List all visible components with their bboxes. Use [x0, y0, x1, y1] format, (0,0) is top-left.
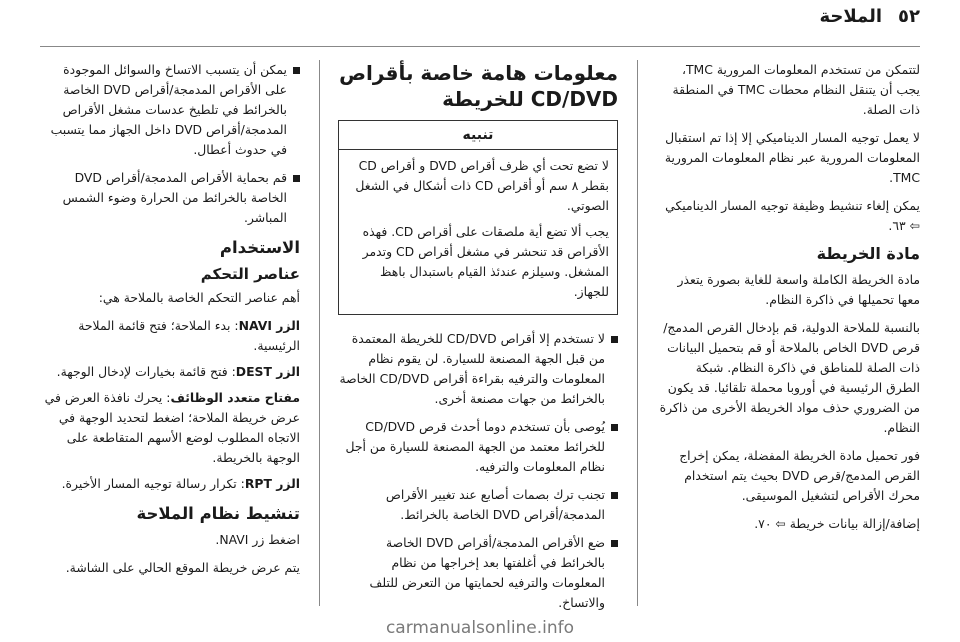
page-header	[0, 0, 960, 48]
column-divider-1	[637, 60, 638, 606]
map-data-heading: مادة الخريطة	[816, 244, 920, 263]
dest-key-label: الزر DEST	[235, 364, 300, 379]
notice-paragraph-1: لا تضع تحت أي ظرف أقراص DVD و أقراص CD بقطر ٨ سم أو أقراص CD ذات أشكال في الشغل الصوتي.	[355, 158, 609, 213]
navi-key-item	[38, 316, 300, 356]
map-data-paragraph-2: بالنسبة للملاحة الدولية، قم بإدخال القرص المدمج/ قرص DVD الخاص بالملاحة أو قم بتحميل البيانات ذات الصلة للمناطق في ذاكرة النظام. شبكة الطرق الرئيسية في أوروبا محملة تلقائيا. قد يكون من الضروري حذف مواد الخريطة الأخرى من ذاكرة النظام.	[659, 320, 920, 435]
map-data-paragraph-3: فور تحميل مادة الخريطة المفضلة، يمكن إخراج القرص المدمج/قرص DVD بحيث يتم استخدام محرك الأقراص لتشغيل الموسيقى.	[679, 448, 920, 503]
bullet-square-icon	[611, 492, 618, 499]
map-data-paragraph-1: مادة الخريطة الكاملة واسعة للغاية بصورة يتعذر معها تحميلها في ذاكرة النظام.	[677, 272, 920, 307]
left-column	[38, 60, 300, 606]
dest-key-item	[38, 362, 300, 382]
map-display-paragraph: يتم عرض خريطة الموقع الحالي على الشاشة.	[65, 560, 300, 575]
bullet-item	[38, 168, 300, 228]
bullet-text: قم بحماية الأقراص المدمجة/أقراص DVD الخاصة بالخرائط من الحرارة وضوء الشمس المباشر.	[62, 170, 287, 225]
navi-key-desc: : بدء الملاحة؛ فتح قائمة الملاحة الرئيسية.	[78, 318, 300, 353]
bullet-text: يمكن أن يتسبب الاتساخ والسوائل الموجودة على الأقراص المدمجة/أقراص DVD الخاصة بالخرائط في تلطيخ عدسات مشغل الأقراص المدمجة/أقراص DVD داخل الجهاز مما يتسبب في حدوث أعطال.	[50, 62, 287, 157]
cd-dvd-heading: معلومات هامة خاصة بأقراص CD/DVD للخريطة	[339, 61, 618, 111]
middle-column	[338, 60, 618, 610]
right-column	[658, 60, 920, 606]
bullet-text: ضع الأقراص المدمجة/أقراص DVD الخاصة بالخرائط في أغلفتها بعد إخراجها من نظام المعلومات والترفيه لحمايتها من التعرض للتلف والاتساخ.	[369, 535, 605, 610]
dynamic-routing-paragraph: لا يعمل توجيه المسار الديناميكي إلا إذا تم استقبال المعلومات المرورية عبر نظام المعلومات المرورية TMC.	[664, 130, 920, 185]
bullet-item	[338, 329, 618, 409]
bullet-item	[338, 417, 618, 477]
usage-heading: الاستخدام	[219, 238, 300, 257]
notice-title: تنبيه	[339, 121, 617, 150]
rpt-key-item	[38, 474, 300, 494]
page-number: ٥٢	[898, 6, 920, 27]
notice-box	[338, 120, 618, 315]
knob-desc: : يحرك نافذة العرض في عرض خريطة الملاحة؛ اضغط لتحديد الوجهة في الاتجاه المطلوب لوضع الأسهم المتقاطعة على الوجهة بالخريطة.	[44, 390, 300, 465]
activate-nav-heading: تنشيط نظام الملاحة	[136, 504, 300, 523]
tmc-paragraph: لتتمكن من تستخدم المعلومات المرورية TMC، يجب أن يتنقل النظام محطات TMC في المنطقة ذات الصلة.	[672, 62, 920, 117]
bullet-square-icon	[293, 175, 300, 182]
knob-item	[38, 388, 300, 468]
bullet-square-icon	[293, 67, 300, 74]
press-navi-paragraph: اضغط زر NAVI.	[215, 532, 300, 547]
dest-key-desc: : فتح قائمة بخيارات لإدخال الوجهة.	[56, 364, 236, 379]
navi-key-label: الزر NAVI	[238, 318, 300, 333]
notice-paragraph-2: يجب ألا تضع أية ملصقات على أقراص CD. فهذه الأقراص قد تنحشر في مشغل أقراص CD وتدمر المشغل. وسيلزم عندئذ القيام باستبدال باهظ للجهاز.	[362, 224, 609, 299]
knob-label: مفتاح متعدد الوظائف	[170, 390, 300, 405]
page-title: الملاحة	[819, 6, 883, 27]
controls-intro: أهم عناصر التحكم الخاصة بالملاحة هي:	[98, 290, 300, 305]
bullet-item	[338, 485, 618, 525]
header-divider	[40, 46, 920, 47]
watermark-text: carmanualsonline.info	[385, 618, 575, 638]
dynamic-routing-disable-paragraph: يمكن إلغاء تنشيط وظيفة توجيه المسار الديناميكي ⇦ ٦٣.	[665, 198, 920, 233]
rpt-key-desc: : تكرار رسالة توجيه المسار الأخيرة.	[61, 476, 245, 491]
bullet-square-icon	[611, 336, 618, 343]
bullet-square-icon	[611, 540, 618, 547]
bullet-text: لا تستخدم إلا أقراص CD/DVD للخريطة المعتمدة من قبل الجهة المصنعة للسيارة. لن يقوم نظام المعلومات والترفيه بقراءة أقراص CD/DVD الخاصة بالخرائط من جهات مصنعة أخرى.	[339, 331, 605, 406]
column-divider-2	[319, 60, 320, 606]
bullet-square-icon	[611, 424, 618, 431]
bullet-text: تجنب ترك بصمات أصابع عند تغيير الأقراص المدمجة/أقراص DVD الخاصة بالخرائط.	[385, 487, 605, 522]
rpt-key-label: الزر RPT	[244, 476, 300, 491]
bullet-item	[338, 533, 618, 613]
bullet-item	[38, 60, 300, 160]
notice-body	[339, 150, 617, 314]
header-bar	[819, 6, 920, 27]
controls-subheading: عناصر التحكم	[200, 265, 300, 283]
map-data-paragraph-4: إضافة/إزالة بيانات خريطة ⇦ ٧٠.	[754, 516, 920, 531]
bullet-text: يُوصى بأن تستخدم دوما أحدث قرص CD/DVD للخرائط معتمد من الجهة المصنعة للسيارة من أجل نظام المعلومات والترفيه.	[345, 419, 605, 474]
